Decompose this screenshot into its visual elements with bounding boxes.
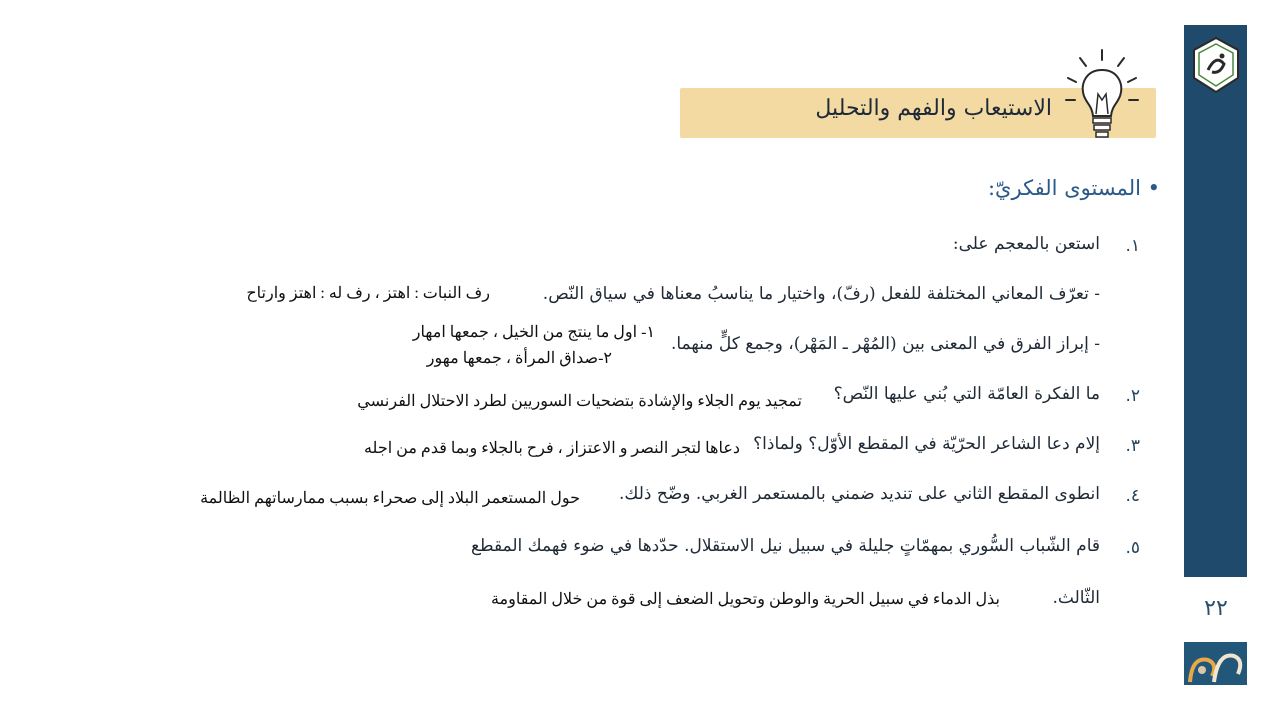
question-number: ٢. (1125, 386, 1140, 406)
question-text: قام الشّباب السُّوري بمهمّاتٍ جليلة في سبيل نيل الاستقلال. حدّدها في ضوء فهمك المقطع (470, 536, 1100, 556)
ornament-decoration (1184, 642, 1247, 685)
sidebar-strip (1184, 25, 1247, 577)
answer-text: دعاها لتجر النصر و الاعتزاز ، فرح بالجلاء وبما قدم من اجله (363, 440, 740, 457)
answer-text: حول المستعمر البلاد إلى صحراء بسبب ممارساتهم الظالمة (200, 490, 580, 507)
answer-text: بذل الدماء في سبيل الحرية والوطن وتحويل الضعف إلى قوة من خلال المقاومة (490, 591, 1000, 608)
question-text: إلام دعا الشاعر الحرّيّة في المقطع الأوّل؟ ولماذا؟ (753, 434, 1100, 454)
question-text: استعن بالمعجم على: (952, 234, 1100, 254)
question-number: ٥. (1125, 538, 1140, 558)
question-number: ٣. (1125, 436, 1140, 456)
question-number: ١. (1125, 236, 1140, 256)
answer-text: تمجيد يوم الجلاء والإشادة بتضحيات السوريين لطرد الاحتلال الفرنسي (357, 393, 802, 410)
answer-line: ٢-صداق المرأة ، جمعها مهور (426, 350, 612, 367)
question-item-text: - تعرّف المعاني المختلفة للفعل (رفّ)، واختيار ما يناسبُ معناها في سياق النّص. (542, 284, 1100, 304)
question-item-text: - إبراز الفرق في المعنى بين (المُهْر ـ المَهْر)، وجمع كلٍّ منهما. (670, 334, 1100, 354)
question-text-continued: الثّالث. (1052, 588, 1100, 608)
question-text: انطوى المقطع الثاني على تنديد ضمني بالمستعمر الغربي. وضّح ذلك. (618, 484, 1100, 504)
section-title: • المستوى الفكريّ: (987, 176, 1160, 200)
logo-badge-icon (1188, 34, 1244, 96)
page-number: ٢٢ (1204, 596, 1228, 621)
answer-line: ١- اول ما ينتج من الخيل ، جمعها امهار (412, 324, 655, 341)
question-number: ٤. (1125, 486, 1140, 506)
question-text: ما الفكرة العامّة التي بُني عليها النّص؟ (833, 384, 1100, 404)
lightbulb-icon (1062, 48, 1142, 144)
answer-text: رف النبات : اهتز ، رف له : اهتز وارتاح (246, 285, 490, 302)
page-title: الاستيعاب والفهم والتحليل (815, 96, 1052, 121)
